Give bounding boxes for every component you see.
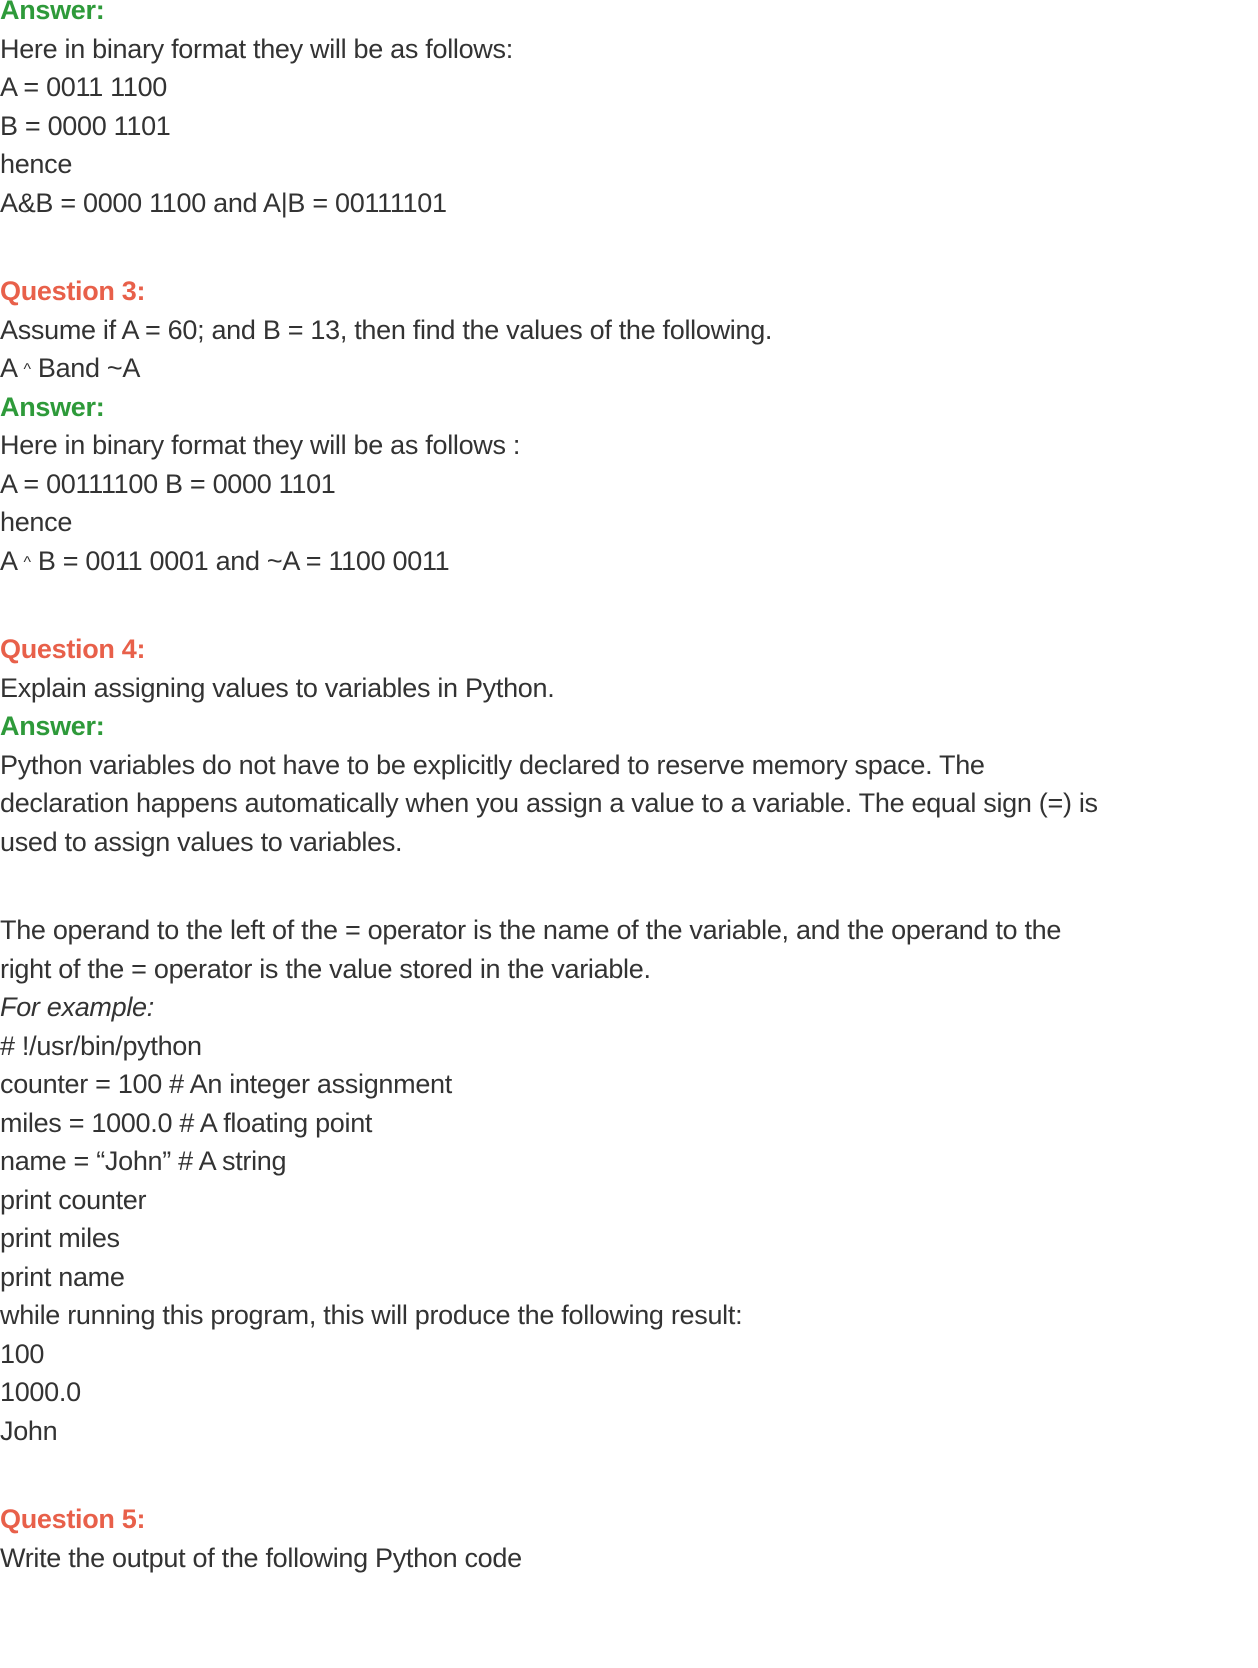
code-line: # !/usr/bin/python: [0, 1030, 202, 1061]
result-intro: while running this program, this will produce the following result:: [0, 1300, 743, 1330]
question-prompt: Assume if A = 60; and B = 13, then find the values of the following.: [0, 314, 773, 345]
output-line: John: [0, 1415, 58, 1446]
answer-result: [0, 542, 1258, 581]
code-line: miles = 1000.0 # A floating point: [0, 1107, 373, 1138]
answer-text: A = 00111100 B = 0000 1101: [0, 468, 336, 499]
spacer: [0, 580, 1258, 630]
answer-text: A&B = 0000 1100 and A|B = 00111101: [0, 187, 447, 218]
question-2-answer: [0, 0, 1258, 222]
question-prompt: Write the output of the following Python code: [0, 1542, 522, 1573]
output-line: 100: [0, 1338, 45, 1369]
result-operand: A: [0, 545, 17, 576]
example-label: For example:: [0, 992, 154, 1022]
spacer: [0, 861, 1258, 911]
answer-paragraph-line: used to assign values to variables.: [0, 826, 403, 857]
question-heading: Question 4:: [0, 634, 146, 664]
expr-operand: A: [0, 353, 17, 383]
code-line: print name: [0, 1261, 125, 1292]
answer-heading: Answer:: [0, 0, 105, 25]
code-line: name = “John” # A string: [0, 1146, 287, 1176]
answer-text: hence: [0, 507, 73, 537]
question-3: [0, 272, 1258, 580]
answer-paragraph-line: The operand to the left of the = operator is the name of the variable, and the operand to the: [0, 915, 1062, 945]
output-line: 1000.0: [0, 1377, 81, 1407]
code-line: print miles: [0, 1223, 120, 1253]
question-heading: Question 3:: [0, 276, 146, 306]
answer-text: hence: [0, 149, 73, 179]
answer-paragraph-line: Python variables do not have to be explicitly declared to reserve memory space. The: [0, 749, 985, 780]
answer-paragraph-line: right of the = operator is the value stored in the variable.: [0, 953, 651, 984]
xor-operator: ^: [23, 361, 31, 378]
expr-rest: Band ~A: [30, 353, 141, 383]
xor-operator: ^: [23, 553, 31, 571]
question-heading: Question 5:: [0, 1504, 146, 1534]
answer-text: Here in binary format they will be as follows:: [0, 33, 513, 64]
answer-paragraph-line: declaration happens automatically when you assign a value to a variable. The equal sign (=) is: [0, 788, 1098, 818]
answer-text: B = 0000 1101: [0, 110, 171, 141]
question-expression: [0, 349, 1258, 388]
code-line: counter = 100 # An integer assignment: [0, 1069, 452, 1099]
answer-text: Here in binary format they will be as follows :: [0, 430, 521, 460]
code-line: print counter: [0, 1184, 147, 1215]
answer-heading: Answer:: [0, 711, 105, 741]
answer-text: A = 0011 1100: [0, 72, 168, 102]
question-4: [0, 630, 1258, 1450]
spacer: [0, 222, 1258, 272]
result-rest: B = 0011 0001 and ~A = 1100 0011: [30, 545, 450, 576]
question-5: [0, 1500, 1258, 1577]
answer-heading: Answer:: [0, 391, 105, 422]
spacer: [0, 1450, 1258, 1500]
question-prompt: Explain assigning values to variables in Python.: [0, 672, 555, 703]
